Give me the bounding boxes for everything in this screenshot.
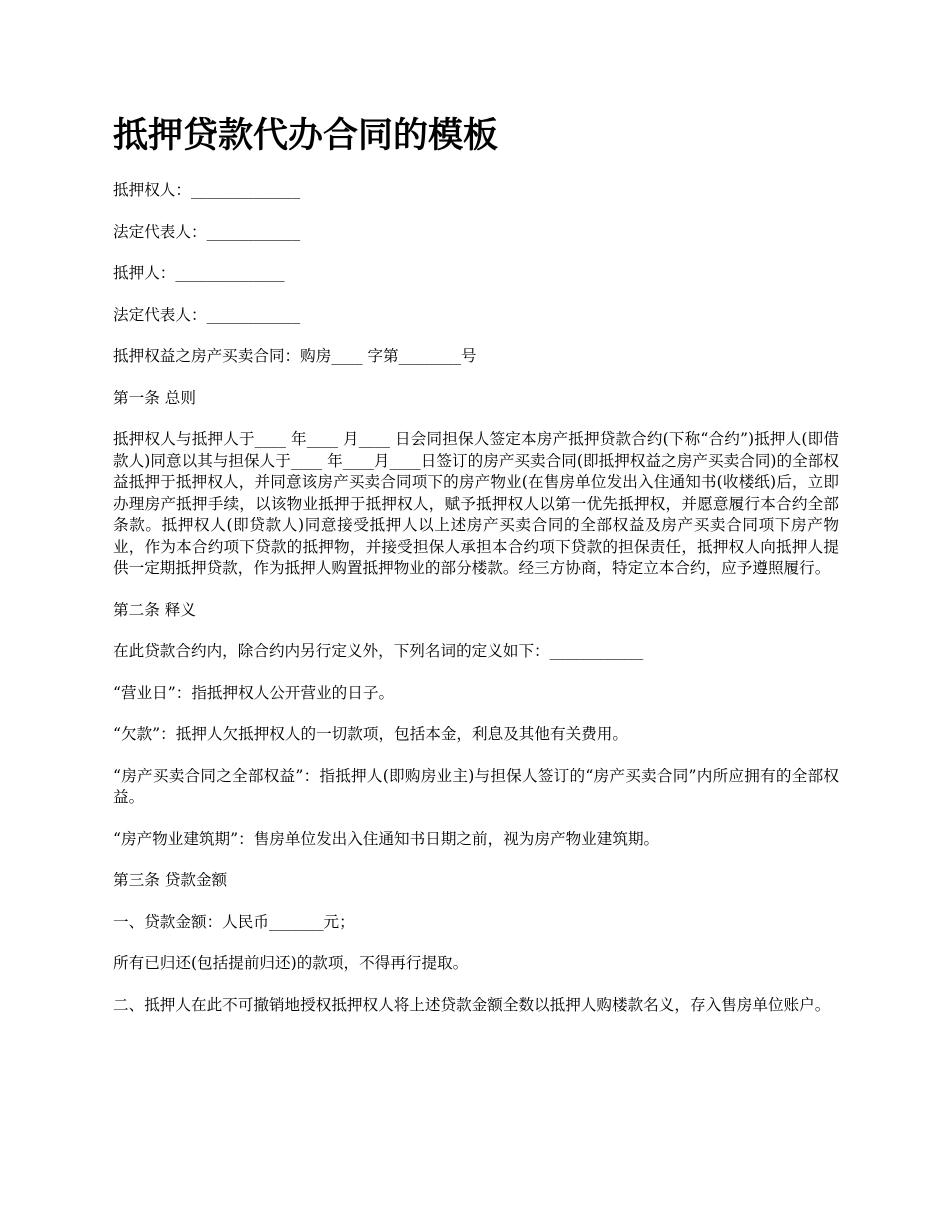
mortgagee-line: 抵押权人：______________ [113, 181, 301, 199]
authorization-clause: 二、抵押人在此不可撤销地授权抵押权人将上述贷款金额全数以抵押人购楼款名义，存入售房单位账户。 [113, 995, 831, 1014]
article-2-heading: 第二条 释义 [113, 600, 196, 619]
mortgagor-representative-line: 法定代表人：____________ [113, 305, 301, 324]
definition-full-rights: “房产买卖合同之全部权益”：指抵押人(即购房业主)与担保人签订的“房产买卖合同”内所应拥有的全部权益。 [113, 766, 839, 806]
loan-amount-line: 一、贷款金额：人民币_______元； [113, 912, 355, 931]
document-title: 抵押贷款代办合同的模板 [113, 116, 499, 156]
mortgagor-line: 抵押人：______________ [113, 264, 285, 282]
article-3-heading: 第三条 贷款金额 [113, 871, 228, 889]
purchase-contract-line: 抵押权益之房产买卖合同：购房____ 字第________号 [113, 347, 477, 365]
mortgagee-representative-line: 法定代表人：____________ [113, 222, 301, 241]
document-body [113, 180, 839, 1036]
definition-construction-period: “房产物业建筑期”：售房单位发出入住通知书日期之前，视为房产物业建筑期。 [113, 829, 660, 848]
repaid-no-redraw-line: 所有已归还(包括提前归还)的款项，不得再行提取。 [113, 954, 469, 972]
article-1-body: 抵押权人与抵押人于____ 年____ 月____ 日会同担保人签定本房产抵押贷款合约(下称“合约”)抵押人(即借款人)同意以其与担保人于____ 年____月____日签订的房产买卖合同(即抵押权益之房产买卖合同)的全部权益抵押于抵押权人，并同意该房产买卖合同项下的房产物业(在售房单位发出入住通知书(收楼纸)后，立即办理房产抵押手续，以该物业抵押于抵押权人，赋予抵押权人以第一优先抵押权，并愿意履行本合约全部条款。抵押权人(即贷款人)同意接受抵押人以上述房产买卖合同的全部权益及房产买卖合同项下房产物业，作为本合约项下贷款的抵押物，并接受担保人承担本合约项下贷款的担保责任，抵押权人向抵押人提供一定期抵押贷款，作为抵押人购置抵押物业的部分楼款。经三方协商，特定立本合约，应予遵照履行。 [113, 430, 839, 577]
definition-arrears: “欠款”：抵押人欠抵押权人的一切款项，包括本金，利息及其他有关费用。 [113, 725, 628, 743]
article-1-heading: 第一条 总则 [113, 388, 196, 407]
definition-business-day: “营业日”：指抵押权人公开营业的日子。 [113, 683, 395, 702]
definitions-intro: 在此贷款合约内，除合约内另行定义外，下列名词的定义如下：____________ [113, 642, 644, 660]
